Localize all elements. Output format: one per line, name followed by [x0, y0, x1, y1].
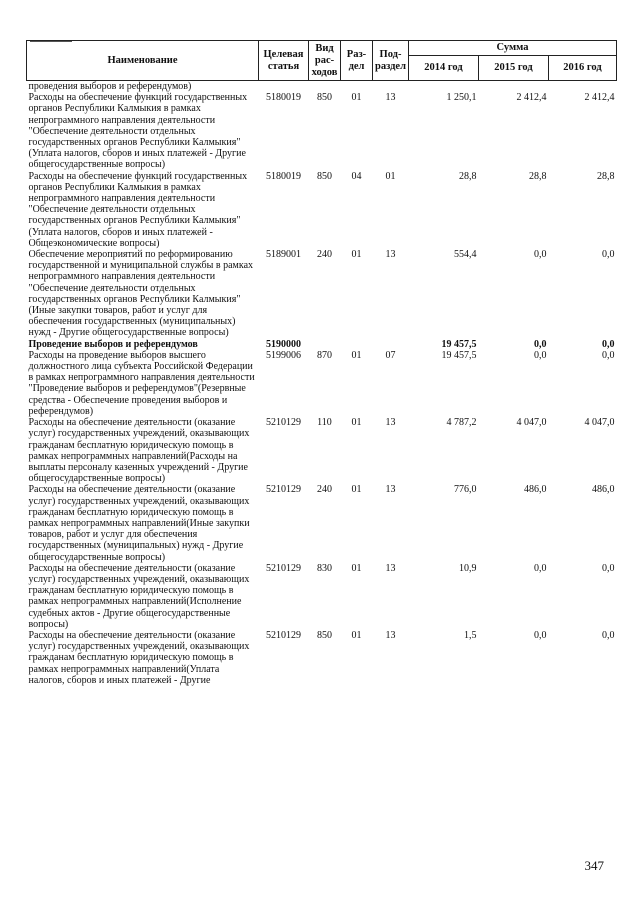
- cell-2014: 28,8: [459, 170, 477, 182]
- header-subsection: Под- раздел: [373, 41, 409, 81]
- cell-2016: 28,8: [597, 170, 615, 182]
- cell-section: 01: [351, 417, 362, 429]
- cell-kind: 110: [317, 417, 332, 429]
- cell-2015: 486,0: [524, 484, 547, 496]
- cell-kind: 830: [317, 562, 332, 574]
- cell-subsection: 07: [385, 349, 396, 361]
- cell-subsection: 13: [385, 484, 396, 496]
- budget-table: [26, 40, 617, 686]
- cell-target: 5180019: [266, 92, 301, 104]
- table-row: [27, 92, 617, 170]
- cell-2015: 4 047,0: [516, 417, 547, 429]
- cell-2014: 19 457,5: [441, 338, 477, 350]
- cell-name: Расходы на обеспечение деятельности (оказание услуг) государственных учреждений, оказывающих гражданам бесплатную юридическую помощь в рамках непрограммных направлений(Расходы на выплаты персоналу казенных учреждений - Другие общегосударственные вопросы): [28, 417, 250, 485]
- table-row: [27, 630, 617, 686]
- cell-2016: 0,0: [602, 562, 615, 574]
- cell-2016: 4 047,0: [584, 417, 615, 429]
- cell-name: Расходы на обеспечение деятельности (оказание услуг) государственных учреждений, оказывающих гражданам бесплатную юридическую помощь в рамках непрограммных направлений(Исполнение судебных актов - Другие общегосударственные вопросы): [28, 562, 250, 630]
- cell-name: Проведение выборов и референдумов: [28, 338, 198, 350]
- cell-section: [341, 339, 373, 350]
- header-2016: 2016 год: [549, 56, 617, 81]
- cell-kind: 240: [317, 249, 332, 261]
- cell-subsection: 13: [385, 92, 396, 104]
- cell-target: 5190000: [266, 338, 301, 350]
- table-row: [27, 350, 617, 417]
- cell-name: Расходы на проведение выборов высшего должностного лица субъекта Российской Федерации в рамках непрограммного направления деятельности "Проведение выборов и референдумов"(Резервные средства - Обеспечение проведения выборов и референдумов): [28, 349, 255, 417]
- cell-2016: 0,0: [602, 338, 615, 350]
- cell-target: 5189001: [266, 249, 301, 261]
- table-row: [27, 563, 617, 630]
- table-row: [27, 484, 617, 562]
- cell-kind: 850: [317, 170, 332, 182]
- cell-target: 5180019: [266, 170, 301, 182]
- cell-kind: 850: [317, 92, 332, 104]
- cell-subsection: 13: [385, 417, 396, 429]
- cell-2014: 1,5: [464, 629, 477, 641]
- cell-section: 01: [351, 562, 362, 574]
- cell-name: Расходы на обеспечение функций государственных органов Республики Калмыкия в рамках непрограммного направления деятельности "Обеспечение деятельности отдельных государственных органов Республики Калмыкия"(Уплата налогов, сборов и иных платежей - Общеэкономические вопросы): [28, 170, 248, 249]
- cell-section: [341, 81, 373, 93]
- header-2014: 2014 год: [409, 56, 479, 81]
- cell-target: [259, 81, 309, 93]
- cell-2016: [549, 81, 617, 93]
- cell-kind: [309, 339, 341, 350]
- page-number: 347: [584, 858, 604, 873]
- cell-subsection: 01: [385, 170, 396, 182]
- cell-kind: 240: [317, 484, 332, 496]
- cell-target: 5210129: [266, 417, 301, 429]
- cell-target: 5210129: [266, 484, 301, 496]
- header-2015: 2015 год: [479, 56, 549, 81]
- cell-2015: 0,0: [534, 249, 547, 261]
- cell-2015: 0,0: [534, 349, 547, 361]
- cell-2015: 28,8: [529, 170, 547, 182]
- cell-subsection: 13: [385, 562, 396, 574]
- cell-name: Расходы на обеспечение деятельности (оказание услуг) государственных учреждений, оказывающих гражданам бесплатную юридическую помощь в рамках непрограммных направлений(Уплата налогов, сборов и иных платежей - Другие: [28, 629, 250, 686]
- cell-2014: 776,0: [454, 484, 477, 496]
- cell-2016: 0,0: [602, 629, 615, 641]
- cell-target: 5210129: [266, 562, 301, 574]
- header-sum: Сумма: [409, 41, 617, 56]
- cell-2014: 10,9: [459, 562, 477, 574]
- cell-2016: 0,0: [602, 249, 615, 261]
- table-row: [27, 249, 617, 339]
- table-row: [27, 171, 617, 249]
- cell-2015: 0,0: [534, 629, 547, 641]
- header-kind: Вид рас- ходов: [309, 41, 341, 81]
- cell-2014: 554,4: [454, 249, 477, 261]
- cell-2016: 2 412,4: [584, 92, 615, 104]
- cell-section: 01: [351, 249, 362, 261]
- cell-2014: [409, 81, 479, 93]
- cell-subsection: 13: [385, 249, 396, 261]
- table-row: [27, 81, 617, 93]
- cell-kind: 870: [317, 349, 332, 361]
- cell-section: 04: [351, 170, 362, 182]
- cell-section: 01: [351, 484, 362, 496]
- cell-kind: 850: [317, 629, 332, 641]
- cell-kind: [309, 81, 341, 93]
- cell-section: 01: [351, 92, 362, 104]
- cell-2015: [479, 81, 549, 93]
- cell-section: 01: [351, 349, 362, 361]
- cell-2016: 486,0: [592, 484, 615, 496]
- cell-2014: 19 457,5: [441, 349, 477, 361]
- cell-2015: 0,0: [534, 562, 547, 574]
- cell-2016: 0,0: [602, 349, 615, 361]
- table-body: [27, 81, 617, 686]
- cell-name: Расходы на обеспечение функций государственных органов Республики Калмыкия в рамках непрограммного направления деятельности "Обеспечение деятельности отдельных государственных органов Республики Калмыкия"(Уплата налогов, сборов и иных платежей - Другие общегосударственные вопросы): [28, 92, 248, 171]
- table-row: [27, 417, 617, 484]
- cell-2015: 2 412,4: [516, 92, 547, 104]
- header-section: Раз- дел: [341, 41, 373, 81]
- budget-page: [26, 40, 616, 686]
- cell-section: 01: [351, 629, 362, 641]
- table-header: [27, 41, 617, 81]
- cell-2014: 1 250,1: [446, 92, 477, 104]
- cell-subsection: 13: [385, 629, 396, 641]
- cell-name: Расходы на обеспечение деятельности (оказание услуг) государственных учреждений, оказывающих гражданам бесплатную юридическую помощь в рамках непрограммных направлений(Иные закупки товаров, работ и услуг для обеспечения государственных (муниципальных) нужд - Другие общегосударственные вопросы): [28, 484, 250, 563]
- cell-2014: 4 787,2: [446, 417, 477, 429]
- cell-target: 5199006: [266, 349, 301, 361]
- cell-subsection: [373, 339, 409, 350]
- header-name: Наименование: [27, 41, 259, 81]
- cell-name: Обеспечение мероприятий по реформированию государственной и муниципальной службы в рамках непрограммного направления деятельности "Обеспечение деятельности отдельных государственных органов Республики Калмыкия"(Иные закупки товаров, работ и услуг для обеспечения государственных (муниципальных) нужд - Другие общегосударственные вопросы): [28, 249, 254, 339]
- table-row: [27, 339, 617, 350]
- cell-target: 5210129: [266, 629, 301, 641]
- header-target: Целевая статья: [259, 41, 309, 81]
- cell-subsection: [373, 81, 409, 93]
- cell-2015: 0,0: [534, 338, 547, 350]
- cell-name: проведения выборов и референдумов): [28, 81, 192, 92]
